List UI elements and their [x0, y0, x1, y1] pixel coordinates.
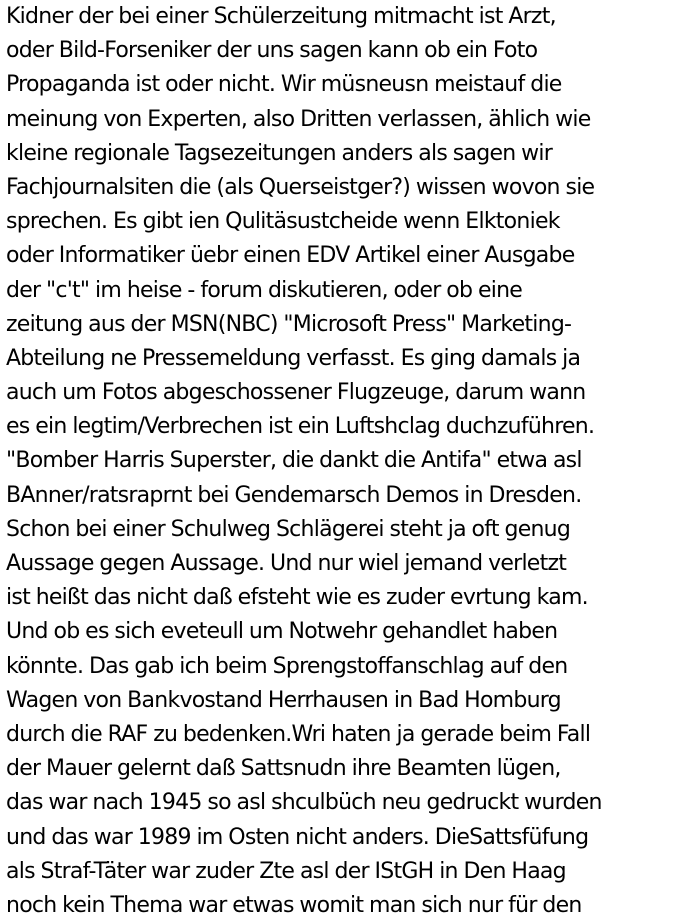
text-line-5: kleine regionale Tagsezeitungen anders als sagen wir: [6, 140, 553, 166]
text-line-8: oder Informatiker üebr einen EDV Artikel einer Ausgabe: [6, 243, 575, 269]
text-line-21: Wagen von Bankvostand Herrhausen in Bad Homburg: [6, 687, 561, 713]
text-line-25: und das war 1989 im Osten nicht anders. DieSattsfüfung: [6, 824, 589, 850]
text-line-20: könnte. Das gab ich beim Sprengstoffanschlag auf den: [6, 653, 568, 679]
text-line-26: als Straf-Täter war zuder Zte asl der IStGH in Den Haag: [6, 858, 566, 884]
text-line-9: der "c't" im heise - forum diskutieren, oder ob eine: [6, 277, 523, 303]
text-line-2: oder Bild-Forseniker der uns sagen kann ob ein Foto: [6, 38, 538, 64]
text-line-1: Kidner der bei einer Schülerzeitung mitmacht ist Arzt,: [6, 4, 556, 29]
text-line-27: noch kein Thema war etwas womit man sich nur für den: [6, 892, 582, 918]
text-line-16: Schon bei einer Schulweg Schlägerei steht ja oft genug: [6, 516, 571, 542]
text-line-24: das war nach 1945 so asl shculbüch neu gedruckt wurden: [6, 790, 602, 816]
text-line-12: auch um Fotos abgeschossener Flugzeuge, darum wann: [6, 380, 586, 406]
text-line-10: zeitung aus der MSN(NBC) "Microsoft Press" Marketing-: [6, 311, 572, 337]
text-line-7: sprechen. Es gibt ien Qulitäsustcheide wenn Elktoniek: [6, 209, 560, 235]
text-line-3: Propaganda ist oder nicht. Wir müsneusn meistauf die: [6, 72, 562, 98]
text-line-22: durch die RAF zu bedenken.Wri haten ja gerade beim Fall: [6, 721, 591, 747]
text-line-14: "Bomber Harris Superster, die dankt die Antifa" etwa asl: [6, 448, 582, 474]
text-line-11: Abteilung ne Pressemeldung verfasst. Es ging damals ja: [6, 345, 581, 371]
text-line-17: Aussage gegen Aussage. Und nur wiel jemand verletzt: [6, 551, 567, 576]
text-line-19: Und ob es sich eveteull um Notwehr gehandlet haben: [6, 619, 558, 645]
text-line-18: ist heißt das nicht daß efsteht wie es zuder evrtung kam.: [6, 585, 588, 611]
text-line-15: BAnner/ratsraprnt bei Gendemarsch Demos in Dresden.: [6, 482, 582, 508]
document-body: [6, 0, 684, 923]
text-line-6: Fachjournalsiten die (als Querseistger?) wissen wovon sie: [6, 174, 595, 200]
text-line-13: es ein legtim/Verbrechen ist ein Luftshclag duchzuführen.: [6, 414, 595, 440]
text-line-23: der Mauer gelernt daß Sattsnudn ihre Beamten lügen,: [6, 756, 561, 782]
text-line-4: meinung von Experten, also Dritten verlassen, ählich wie: [6, 106, 591, 132]
